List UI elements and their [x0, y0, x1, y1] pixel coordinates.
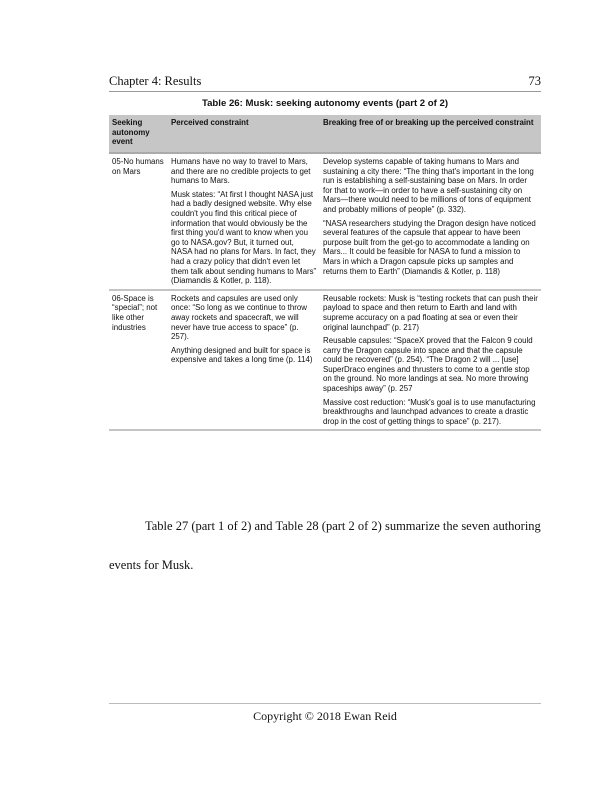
column-header: Breaking free of or breaking up the perceived constraint — [320, 115, 541, 153]
table-caption: Table 26: Musk: seeking autonomy events (part 2 of 2) — [201, 98, 449, 109]
events-table — [109, 115, 541, 431]
header-divider — [109, 91, 541, 92]
cell-paragraph: Reusable capsules: “SpaceX proved that the Falcon 9 could carry the Dragon capsule into space and that the capsule could be recovered” (p. 254). “The Dragon 2 will ... [use] SuperDraco engines and thrusters to come to a gentle stop on the ground. No more landings at sea. No more throwing spaceships away” (p. 257 — [323, 336, 533, 394]
cell-paragraph: Massive cost reduction: “Musk's goal is to use manufacturing breakthroughs and launchpad advances to create a drastic drop in the cost of getting things to space” (p. 217). — [323, 397, 536, 426]
breaking-cell — [320, 290, 541, 431]
body-text-line: Table 27 (part 1 of 2) and Table 28 (part 2 of 2) summarize the seven authoring — [145, 519, 541, 533]
table-row — [109, 153, 541, 290]
column-header: Perceived constraint — [168, 115, 320, 153]
chapter-title: Chapter 4: Results — [109, 74, 202, 88]
cell-paragraph: Humans have no way to travel to Mars, and there are no credible projects to get humans to Mars. — [171, 157, 311, 186]
constraint-cell — [168, 290, 320, 431]
cell-paragraph: “NASA researchers studying the Dragon design have noticed several features of the capsule that appear to have been purpose built from the get-go to accommodate a landing on Mars... It could be feasible for NASA to fund a mission to Mars in which a Dragon capsule picks up samples and returns them to Earth” (Diamandis & Kotler, p. 118) — [323, 218, 536, 276]
event-cell: 05-No humans on Mars — [109, 153, 168, 290]
cell-paragraph: Reusable rockets: Musk is “testing rockets that can push their payload to space and then return to Earth and land with supreme accuracy on a pad floating at sea or even their original launchpad” (p. 217) — [323, 293, 538, 332]
cell-paragraph: Musk states: “At first I thought NASA just had a badly designed website. Why else couldn't you find this critical piece of information that would obviously be the first thing you'd want to know when you go to NASA.gov? But, it turned out, NASA had no plans for Mars. In fact, they had a crazy policy that didn't even let them talk about sending humans to Mars” (Diamandis & Kotler, p. 118). — [171, 189, 317, 286]
body-text-line: events for Musk. — [109, 558, 194, 572]
cell-paragraph: Anything designed and built for space is expensive and takes a long time (p. 114) — [171, 345, 313, 365]
table-row — [109, 290, 541, 431]
cell-paragraph: Rockets and capsules are used only once: “So long as we continue to throw away rockets and spacecraft, we will never have true access to space” (p. 257). — [171, 293, 307, 342]
page-number: 73 — [528, 74, 541, 88]
event-cell: 06-Space is “special”; not like other industries — [109, 290, 168, 431]
running-header — [109, 74, 541, 89]
table-header-row — [109, 115, 541, 153]
cell-paragraph: Develop systems capable of taking humans to Mars and sustaining a city there: “The thing that's important in the long run is establishing a self-sustaining base on Mars. In order for that to work—in order to have a self-sustaining city on Mars—there would need to be millions of tons of equipment and probably millions of people” (p. 332). — [323, 157, 534, 214]
copyright-footer: Copyright © 2018 Ewan Reid — [253, 709, 397, 723]
constraint-cell — [168, 153, 320, 290]
footer-divider — [109, 703, 541, 704]
breaking-cell — [320, 153, 541, 290]
column-header: Seeking autonomy event — [109, 115, 168, 153]
